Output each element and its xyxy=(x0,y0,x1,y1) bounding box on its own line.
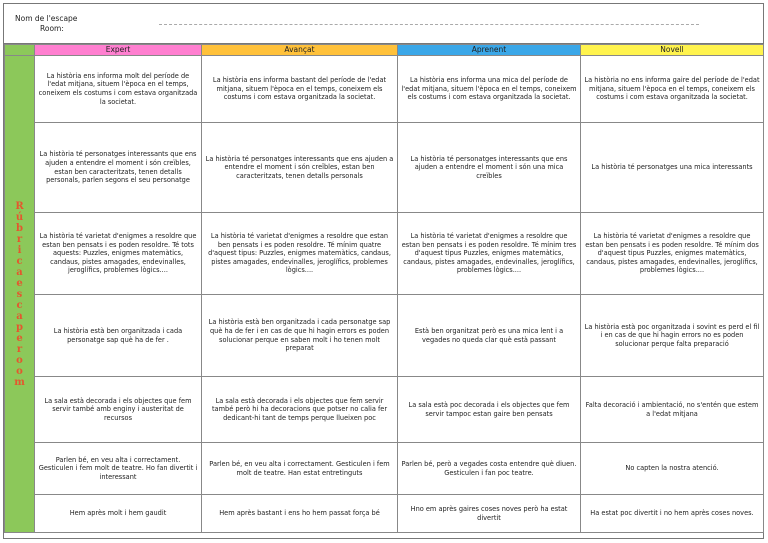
table-row xyxy=(5,295,764,377)
table-cell: La sala està poc decorada i els objectes que fem servir tampoc estan gaire ben pensats xyxy=(398,377,581,443)
table-cell: La història està ben organitzada i cada personatge sap què ha de fer i en cas de que hi hagin errors es poden solucionar perque en saben molt i ho tenen molt preparat xyxy=(202,295,398,377)
side-title-letter: ú xyxy=(15,211,24,223)
column-header-aprenent: Aprenent xyxy=(398,45,581,56)
table-cell: Està ben organitzat però es una mica lent i a vegades no queda clar què està passant xyxy=(398,295,581,377)
table-row xyxy=(5,123,764,213)
column-header-novell: Novell xyxy=(581,45,764,56)
table-cell: La història està ben organitzada i cada personatge sap què ha de fer . xyxy=(35,295,202,377)
table-cell: Hem après bastant i ens ho hem passat força bé xyxy=(202,495,398,533)
table-cell: La sala està decorada i els objectes que fem servir també amb enginy i austeritat de recursos xyxy=(35,377,202,443)
side-title-letter: R xyxy=(15,200,24,212)
side-title-letter: b xyxy=(16,222,23,234)
rubric-table xyxy=(4,44,764,533)
rubric-page xyxy=(3,3,764,539)
side-title-letter: a xyxy=(16,266,23,278)
side-title-letter: i xyxy=(17,244,22,256)
table-row xyxy=(5,213,764,295)
table-cell: Ha estat poc divertit i no hem après coses noves. xyxy=(581,495,764,533)
side-title-letter: c xyxy=(16,255,23,267)
side-title xyxy=(5,56,35,533)
corner-cell xyxy=(5,45,35,56)
side-title-letter: m xyxy=(14,376,25,388)
table-cell: La sala està decorada i els objectes que fem servir també però hi ha decoracions que potser no calia fer dedicant-hi tant de temps perque llueixen poc xyxy=(202,377,398,443)
name-fill-line xyxy=(159,24,699,25)
escape-name-label: Nom de l'escape xyxy=(15,14,78,23)
table-cell: Hno em après gaires coses noves però ha estat divertit xyxy=(398,495,581,533)
side-title-letter: o xyxy=(16,354,23,366)
escape-room-header xyxy=(4,4,763,44)
side-title-letter: o xyxy=(16,365,23,377)
column-header-avancat: Avançat xyxy=(202,45,398,56)
table-cell: Hem après molt i hem gaudit xyxy=(35,495,202,533)
table-cell: La història té personatges interessants que ens ajuden a entendre el moment i són una mica creïbles xyxy=(398,123,581,213)
side-title-letter: r xyxy=(16,233,23,245)
side-title-letter: c xyxy=(16,299,23,311)
room-label: Room: xyxy=(40,24,64,33)
table-row xyxy=(5,443,764,495)
table-cell: No capten la nostra atenció. xyxy=(581,443,764,495)
table-cell: La història té personatges interessants que ens ajuden a entendre el moment i són creïbles, estan ben caracteritzats, tenen detalls personals, parlen segons el seu personatge xyxy=(35,123,202,213)
side-title-letter: e xyxy=(16,332,23,344)
table-cell: La història té varietat d'enigmes a resoldre que estan ben pensats i es poden resoldre. Té mínim tres d'aquest tipus Puzzles, enigmes matemàtics, candaus, pistes amagades, endevinalles, jeroglífics, problemes lògics.... xyxy=(398,213,581,295)
table-cell: La història té varietat d'enigmes a resoldre que estan ben pensats i es poden resoldre. Té mínim dos d'aquest tipus Puzzles, enigmes matemàtics, candaus, pistes amagades, endevinalles, jeroglífics, problemes lògics.... xyxy=(581,213,764,295)
table-cell: La història té personatges interessants que ens ajuden a entendre el moment i són creïbles, estan ben caracteritzats, tenen detalls personals xyxy=(202,123,398,213)
table-row xyxy=(5,56,764,123)
side-title-letter: s xyxy=(16,288,23,300)
table-row xyxy=(5,495,764,533)
side-title-letter: r xyxy=(16,343,23,355)
side-title-letter: p xyxy=(16,321,23,333)
table-cell: La història ens informa bastant del període de l'edat mitjana, situem l'època en el temps, coneixem els costums i com estava organitzada la societat. xyxy=(202,56,398,123)
side-title-letter: a xyxy=(16,310,23,322)
table-cell: La història ens informa una mica del període de l'edat mitjana, situem l'època en el temps, coneixem els costums i com estava organitzada la societat. xyxy=(398,56,581,123)
table-cell: Falta decoració i ambientació, no s'entén que estem a l'edat mitjana xyxy=(581,377,764,443)
table-row xyxy=(5,377,764,443)
table-cell: La història té varietat d'enigmes a resoldre que estan ben pensats i es poden resoldre. Té tots aquests: Puzzles, enigmes matemàtics, candaus, pistes amagades, endevinalles, jeroglífics, problemes lògics.... xyxy=(35,213,202,295)
table-cell: Parlen bé, en veu alta i correctament. Gesticulen i fem molt de teatre. Han estat entretinguts xyxy=(202,443,398,495)
side-title-letters xyxy=(8,201,31,388)
table-cell: La història està poc organitzada i sovint es perd el fil i en cas de que hi hagin errors no es poden solucionar perque falta preparació xyxy=(581,295,764,377)
column-header-expert: Expert xyxy=(35,45,202,56)
side-title-letter: e xyxy=(16,277,23,289)
table-cell: Parlen bé, en veu alta i correctament. Gesticulen i fem molt de teatre. Ho fan divertit i interessant xyxy=(35,443,202,495)
table-cell: La història té varietat d'enigmes a resoldre que estan ben pensats i es poden resoldre. Té mínim quatre d'aquest tipus: Puzzles, enigmes matemàtics, candaus, pistes amagades, endevinalles, jeroglífics, problemes lògics.... xyxy=(202,213,398,295)
table-cell: La història té personatges una mica interessants xyxy=(581,123,764,213)
table-cell: Parlen bé, però a vegades costa entendre què diuen. Gesticulen i fan poc teatre. xyxy=(398,443,581,495)
table-cell: La història ens informa molt del període de l'edat mitjana, situem l'època en el temps, coneixem els costums i com estava organitzada la societat. xyxy=(35,56,202,123)
table-cell: La història no ens informa gaire del període de l'edat mitjana, situem l'època en el temps, coneixem els costums i com estava organitzada la societat. xyxy=(581,56,764,123)
